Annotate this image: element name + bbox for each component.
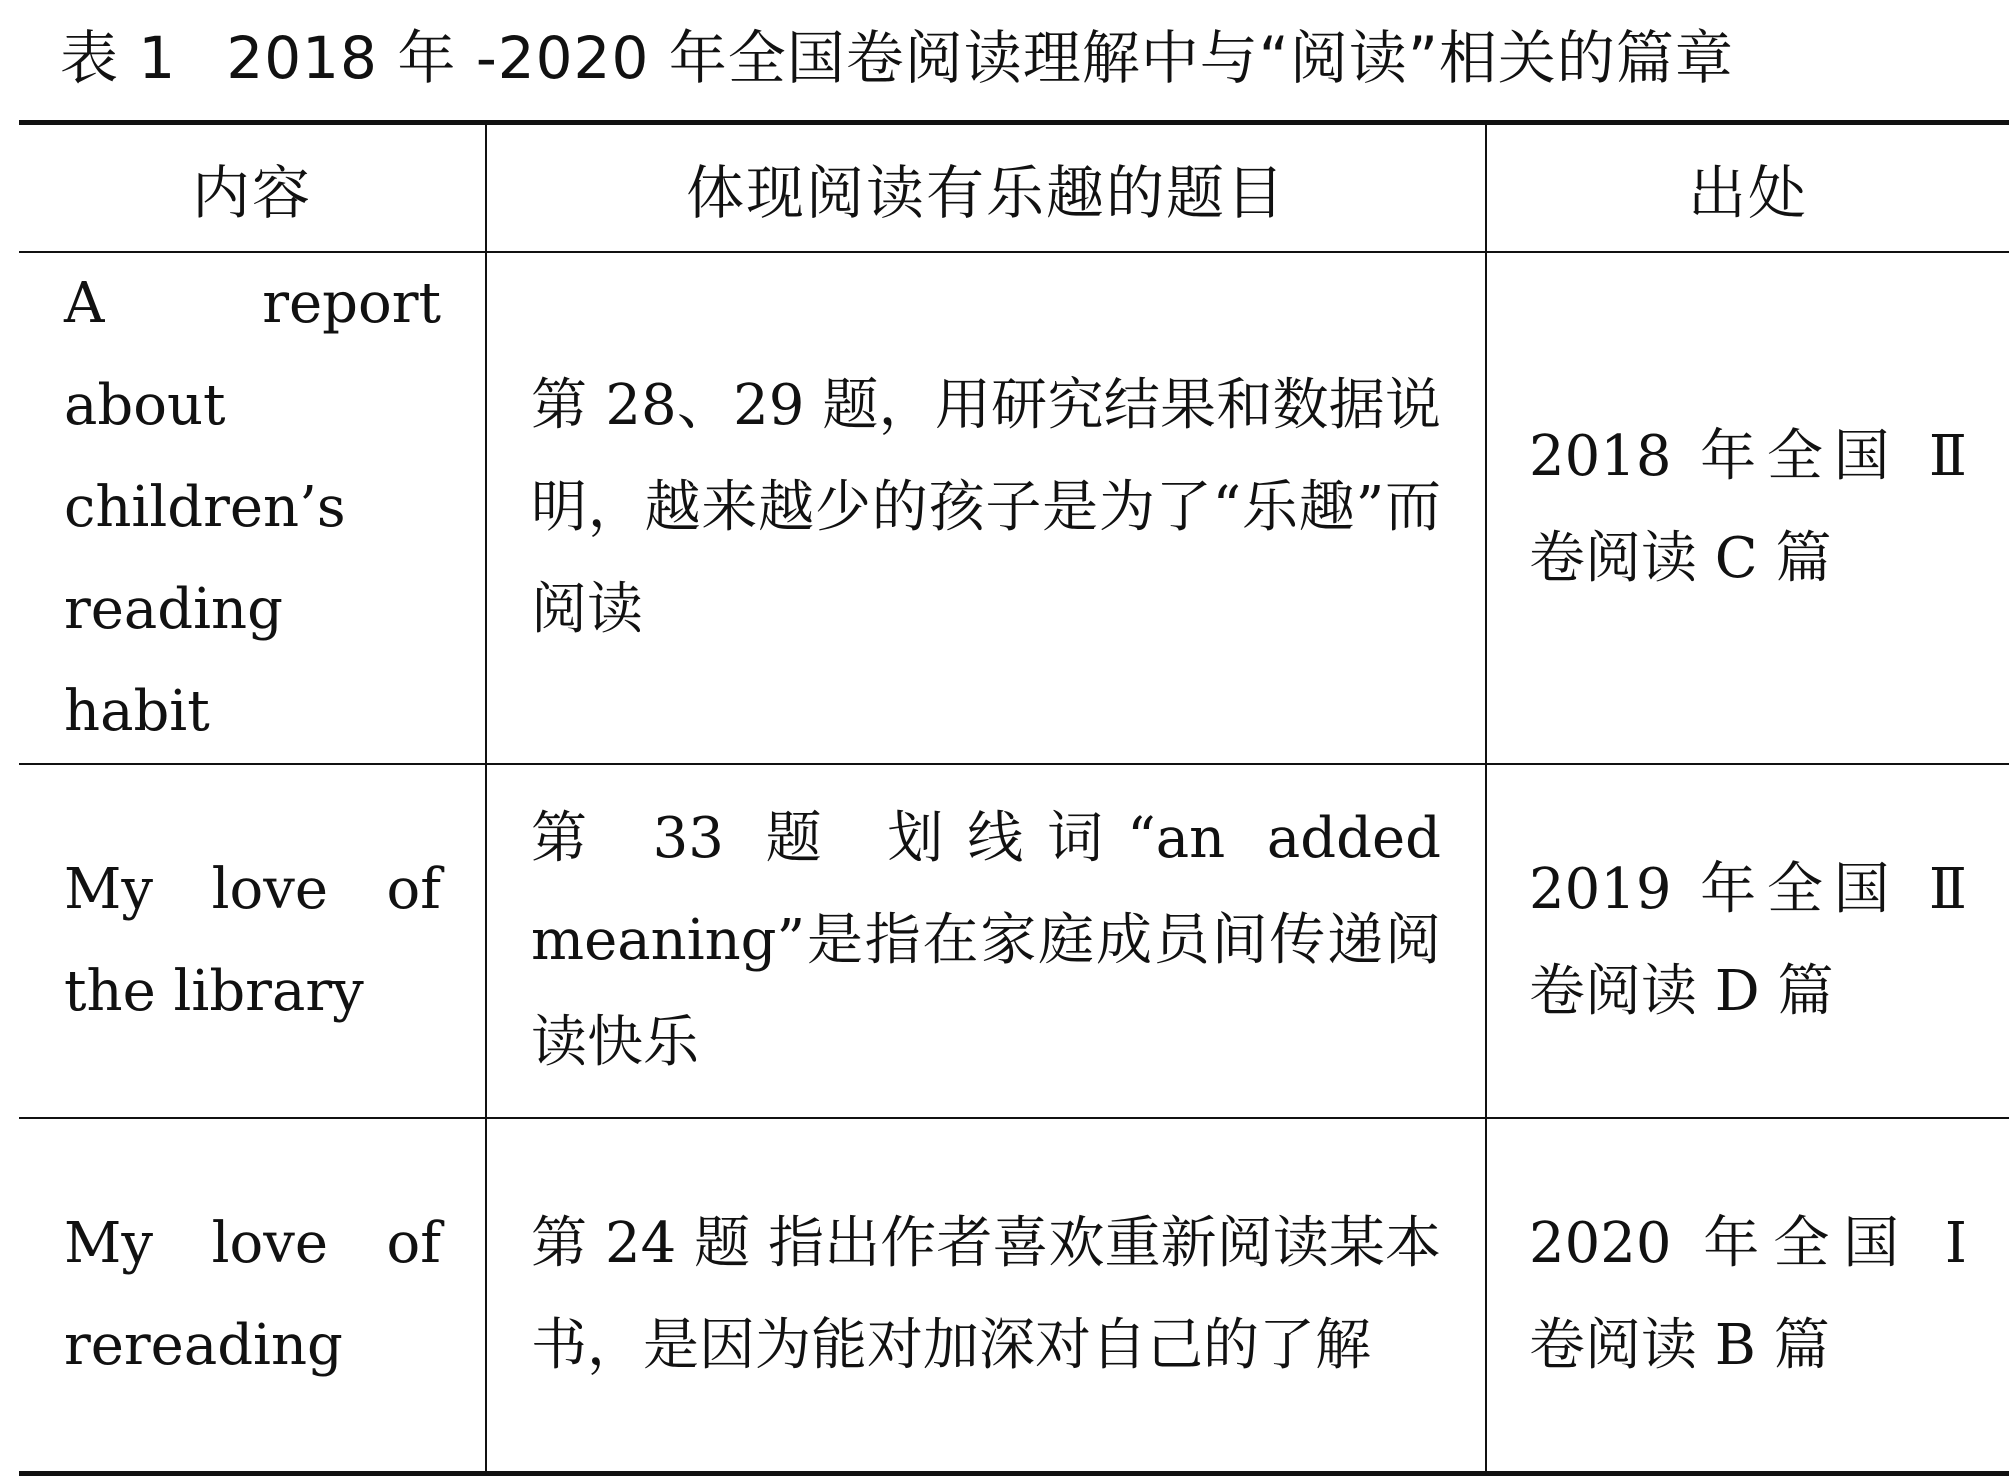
cell-topic: 第 28、29 题，用研究结果和数据说明，越来越少的孩子是为了“乐趣”而阅读: [486, 252, 1486, 764]
header-row: [19, 123, 2009, 253]
table-row: [19, 252, 2009, 764]
cell-source: 2020 年全国 Ⅰ 卷阅读 B 篇: [1486, 1118, 2009, 1474]
column-header-topic: 体现阅读有乐趣的题目: [486, 123, 1486, 253]
cell-content: A report about children’s reading habit: [19, 252, 486, 764]
column-header-source: 出处: [1486, 123, 2009, 253]
table-number: 表 1: [60, 24, 177, 92]
table-row: [19, 764, 2009, 1118]
table-title: 2018 年 -2020 年全国卷阅读理解中与“阅读”相关的篇章: [226, 24, 1734, 92]
cell-topic: 第 33 题 划线词“an added meaning”是指在家庭成员间传递阅读快乐: [486, 764, 1486, 1118]
cell-topic: 第 24 题 指出作者喜欢重新阅读某本书，是因为能对加深对自己的了解: [486, 1118, 1486, 1474]
reading-passages-table: [19, 120, 2009, 1476]
cell-content: My love of the library: [19, 764, 486, 1118]
cell-content: My love of rereading: [19, 1118, 486, 1474]
cell-source: 2019 年全国 Ⅱ 卷阅读 D 篇: [1486, 764, 2009, 1118]
cell-source: 2018 年全国 Ⅱ 卷阅读 C 篇: [1486, 252, 2009, 764]
column-header-content: 内容: [19, 123, 486, 253]
table-row: [19, 1118, 2009, 1474]
table-caption: [60, 14, 1980, 102]
